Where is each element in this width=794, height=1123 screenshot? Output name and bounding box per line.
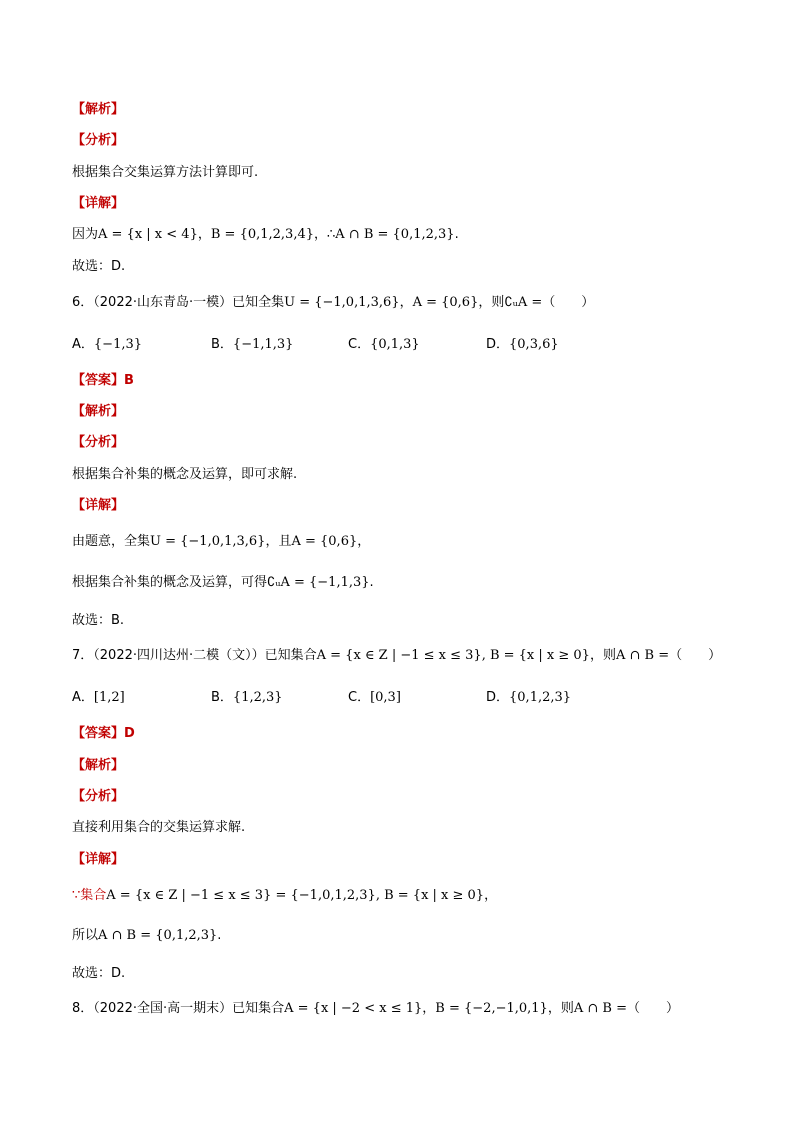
q7-paren: （ ）	[669, 648, 722, 663]
q7-option-d	[486, 689, 571, 707]
q7-option-d-label: D．	[486, 690, 510, 705]
q7-intersection: A ∩ B =	[615, 648, 670, 663]
q6-option-b-value: {−1,1,3}	[232, 337, 294, 352]
q5-set-a: A = {x | x < 4}	[98, 227, 198, 242]
q7-xiangjie-heading: 【详解】	[72, 852, 125, 867]
q7-detail2-math: A ∩ B = {0,1,2,3}	[98, 928, 218, 943]
q7-jiexi-heading: 【解析】	[72, 758, 125, 773]
q7-detail-line-1	[72, 887, 497, 905]
q6-stem	[72, 294, 594, 312]
q6-mid: ，则	[478, 295, 505, 310]
q6-detail2-math: ∁ᵤA = {−1,1,3}	[267, 575, 370, 590]
q7-answer-line: 故选：D.	[72, 966, 126, 981]
q6-detail1-set-a: A = {0,6}	[291, 534, 358, 549]
q6-detail1-prefix: 由题意，全集	[72, 534, 151, 549]
q8-intersection: A ∩ B =	[573, 1001, 627, 1016]
q7-option-c-label: C．	[348, 690, 371, 705]
q8-stem-prefix: 8．（2022·全国·高一期末）已知集合	[72, 1001, 285, 1016]
q7-option-b-value: {1,2,3}	[232, 690, 283, 705]
q6-detail1-universal: U = {−1,0,1,3,6}	[150, 534, 266, 549]
q6-option-d	[486, 336, 559, 354]
q6-option-c-value: {0,1,3}	[370, 337, 420, 352]
q7-option-a	[72, 689, 125, 707]
q7-fenxi-heading: 【分析】	[72, 789, 125, 804]
q7-option-b-label: B．	[211, 690, 233, 705]
q7-answer-heading: 【答案】D	[72, 726, 135, 741]
q5-set-b: B = {0,1,2,3,4}	[210, 227, 314, 242]
q5-sep1: ，	[197, 227, 211, 242]
q6-option-a-label: A．	[72, 337, 94, 352]
q6-detail-line-1	[72, 533, 370, 551]
q7-detail1-math: A = {x ∈ Z | −1 ≤ x ≤ 3} = {−1,0,1,2,3}, B = {x | x ≥ 0}	[106, 888, 485, 903]
q5-detail-prefix: 因为	[72, 227, 99, 242]
q6-detail2-prefix: 根据集合补集的概念及运算，可得	[72, 575, 268, 590]
q7-detail2-end: .	[217, 928, 222, 943]
q6-option-c-label: C．	[348, 337, 371, 352]
q5-xiangjie-heading: 【详解】	[72, 196, 125, 211]
q7-option-b	[211, 689, 283, 707]
q6-option-c	[348, 336, 420, 354]
q6-detail-line-2	[72, 574, 374, 592]
q5-analysis-text: 根据集合交集运算方法计算即可.	[72, 165, 259, 180]
q8-set-b: B = {−2,−1,0,1}	[435, 1001, 548, 1016]
q6-detail1-end: ，	[357, 534, 371, 549]
q8-mid: ，则	[547, 1001, 574, 1016]
q7-detail1-prefix: ∵集合	[72, 888, 107, 903]
q6-option-d-label: D．	[486, 337, 510, 352]
q6-option-b	[211, 336, 293, 354]
q7-sets: A = {x ∈ Z | −1 ≤ x ≤ 3}, B = {x | x ≥ 0}	[316, 648, 590, 663]
q5-sep2: ，∴	[314, 227, 336, 242]
q7-option-d-value: {0,1,2,3}	[509, 690, 572, 705]
q6-complement: ∁ᵤA =	[504, 295, 543, 310]
q5-answer-line: 故选：D.	[72, 259, 126, 274]
q6-set-a: A = {0,6}	[412, 295, 479, 310]
q6-jiexi-heading: 【解析】	[72, 404, 125, 419]
q7-detail1-end: ，	[484, 888, 498, 903]
q7-option-c-value: [0,3]	[370, 690, 401, 705]
q6-detail2-end: .	[369, 575, 374, 590]
q7-detail2-prefix: 所以	[72, 928, 99, 943]
q6-option-a-value: {−1,3}	[93, 337, 143, 352]
q5-jiexi-heading: 【解析】	[72, 102, 125, 117]
q6-detail1-mid: ，且	[265, 534, 292, 549]
q7-stem	[72, 647, 721, 665]
q5-fenxi-heading: 【分析】	[72, 133, 125, 148]
q7-option-a-label: A．	[72, 690, 94, 705]
q8-paren: （ ）	[626, 1001, 679, 1016]
q6-option-b-label: B．	[211, 337, 233, 352]
q6-option-d-value: {0,3,6}	[509, 337, 559, 352]
q6-paren: （ ）	[542, 295, 595, 310]
q6-sep: ，	[399, 295, 413, 310]
q5-detail-line	[72, 226, 459, 244]
q5-result: A ∩ B = {0,1,2,3}	[335, 227, 455, 242]
q6-stem-prefix: 6．（2022·山东青岛·一模）已知全集	[72, 295, 285, 310]
q6-analysis-text: 根据集合补集的概念及运算，即可求解.	[72, 467, 298, 482]
q7-analysis-text: 直接利用集合的交集运算求解.	[72, 820, 246, 835]
q8-sep: ，	[422, 1001, 436, 1016]
q7-stem-prefix: 7．（2022·四川达州·二模（文））已知集合	[72, 648, 317, 663]
q7-option-c	[348, 689, 401, 707]
q6-fenxi-heading: 【分析】	[72, 435, 125, 450]
q8-set-a: A = {x | −2 < x ≤ 1}	[284, 1001, 423, 1016]
q6-answer-heading: 【答案】B	[72, 373, 134, 388]
q6-answer-line: 故选：B.	[72, 613, 125, 628]
q8-stem	[72, 1000, 679, 1018]
q7-mid: ，则	[589, 648, 616, 663]
q7-detail-line-2	[72, 927, 221, 945]
q6-option-a	[72, 336, 142, 354]
q6-xiangjie-heading: 【详解】	[72, 498, 125, 513]
q5-end: .	[454, 227, 459, 242]
q6-universal-set: U = {−1,0,1,3,6}	[284, 295, 400, 310]
q7-option-a-value: [1,2]	[93, 690, 125, 705]
